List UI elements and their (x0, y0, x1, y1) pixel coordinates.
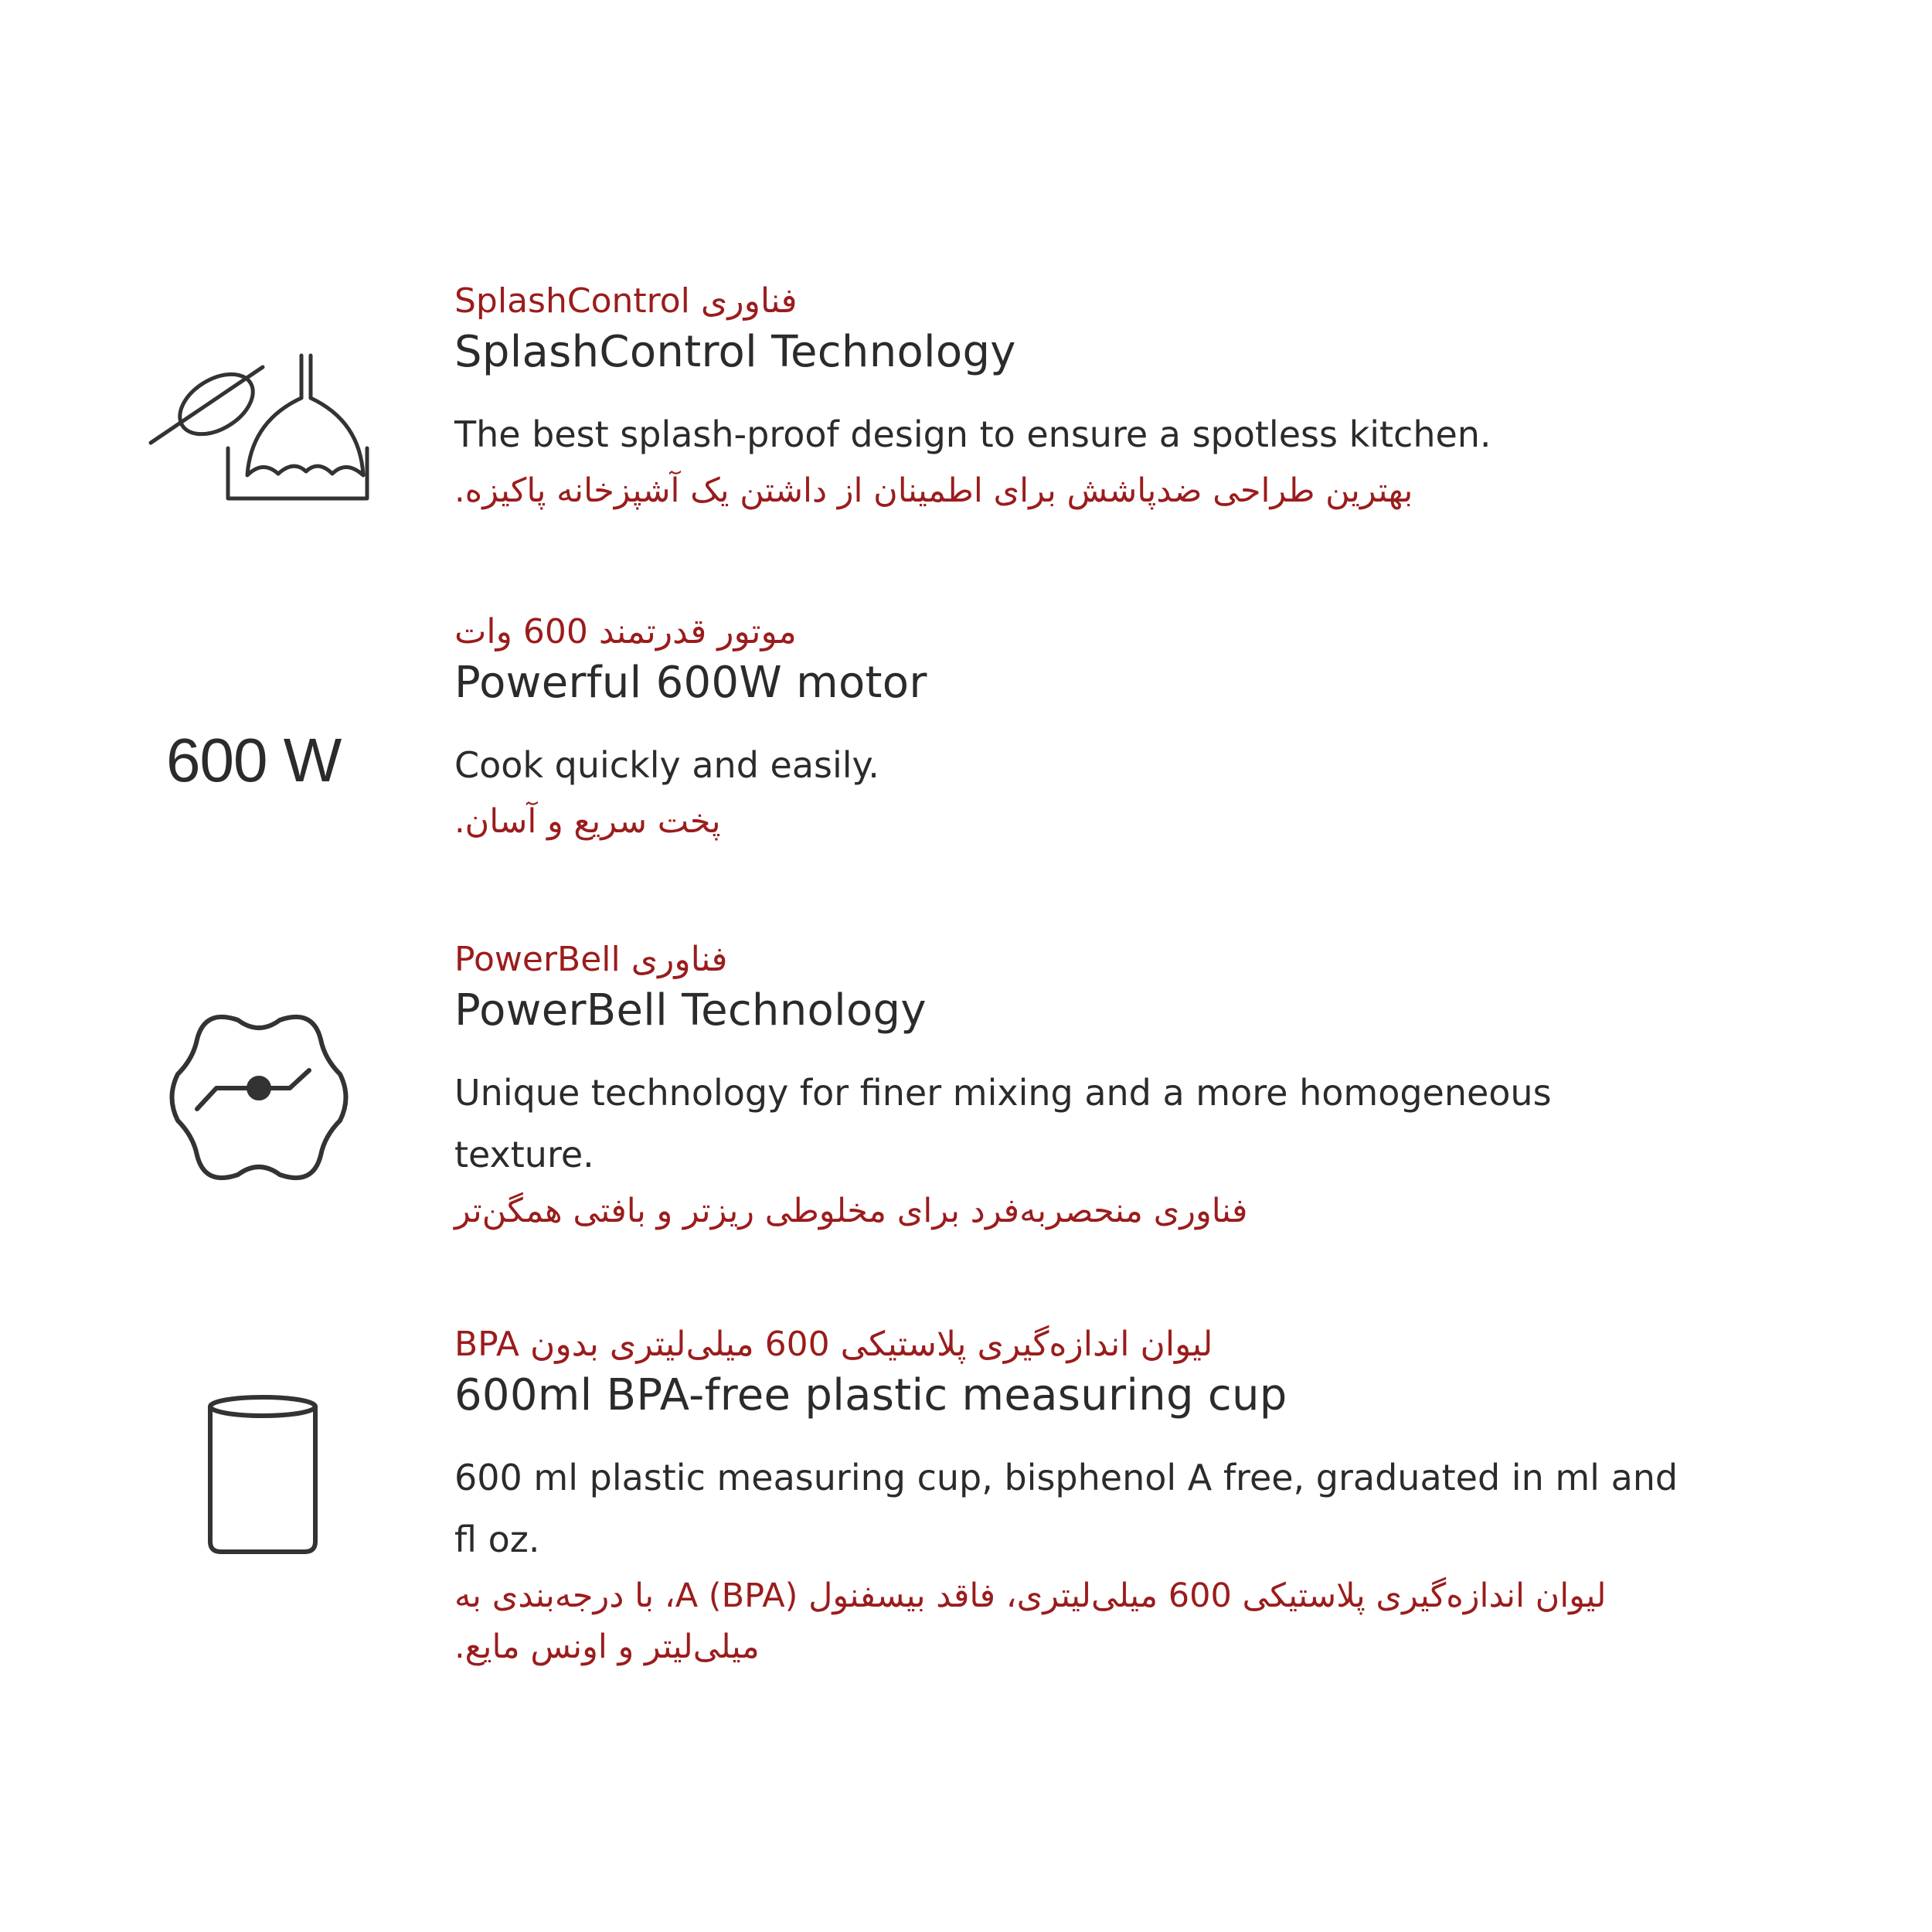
power-bell-icon (166, 1005, 352, 1190)
feature-english-title: PowerBell Technology (454, 985, 927, 1036)
feature-persian-description: پخت سریع و آسان. (454, 802, 721, 841)
feature-persian-title: فناوری SplashControl (454, 281, 798, 321)
feature-persian-title: لیوان اندازه‌گیری پلاستیکی 600 میلی‌لیتری بدون BPA (454, 1325, 1213, 1364)
feature-persian-description: فناوری منحصربه‌فرد برای مخلوطی ریزتر و بافتی همگن‌تر (454, 1192, 1248, 1230)
feature-english-description: 600 ml plastic measuring cup, bisphenol A free, graduated in ml and fl oz. (454, 1457, 1679, 1560)
feature-english-description: Cook quickly and easily. (454, 744, 879, 786)
feature-persian-description: بهترین طراحی ضدپاشش برای اطمینان از داشتن یک آشپزخانه پاکیزه. (454, 471, 1413, 510)
feature-persian-title: موتور قدرتمند 600 وات (454, 612, 797, 651)
feature-english-title: SplashControl Technology (454, 327, 1016, 377)
measuring-cup-icon (201, 1391, 325, 1561)
feature-english-title: Powerful 600W motor (454, 658, 927, 708)
splash-guard-icon (147, 352, 379, 506)
feature-english-description: Unique technology for finer mixing and a more homogeneous texture. (454, 1072, 1552, 1175)
power-label: 600 W (166, 726, 342, 794)
feature-persian-title: فناوری PowerBell (454, 940, 728, 979)
feature-english-title: 600ml BPA-free plastic measuring cup (454, 1370, 1287, 1420)
feature-persian-description: لیوان اندازه‌گیری پلاستیکی 600 میلی‌لیتری، فاقد بیسفنول A (BPA)، با درجه‌بندی به میلی‌لیتر و اونس مایع. (454, 1577, 1607, 1666)
feature-english-description: The best splash-proof design to ensure a spotless kitchen. (454, 413, 1492, 455)
